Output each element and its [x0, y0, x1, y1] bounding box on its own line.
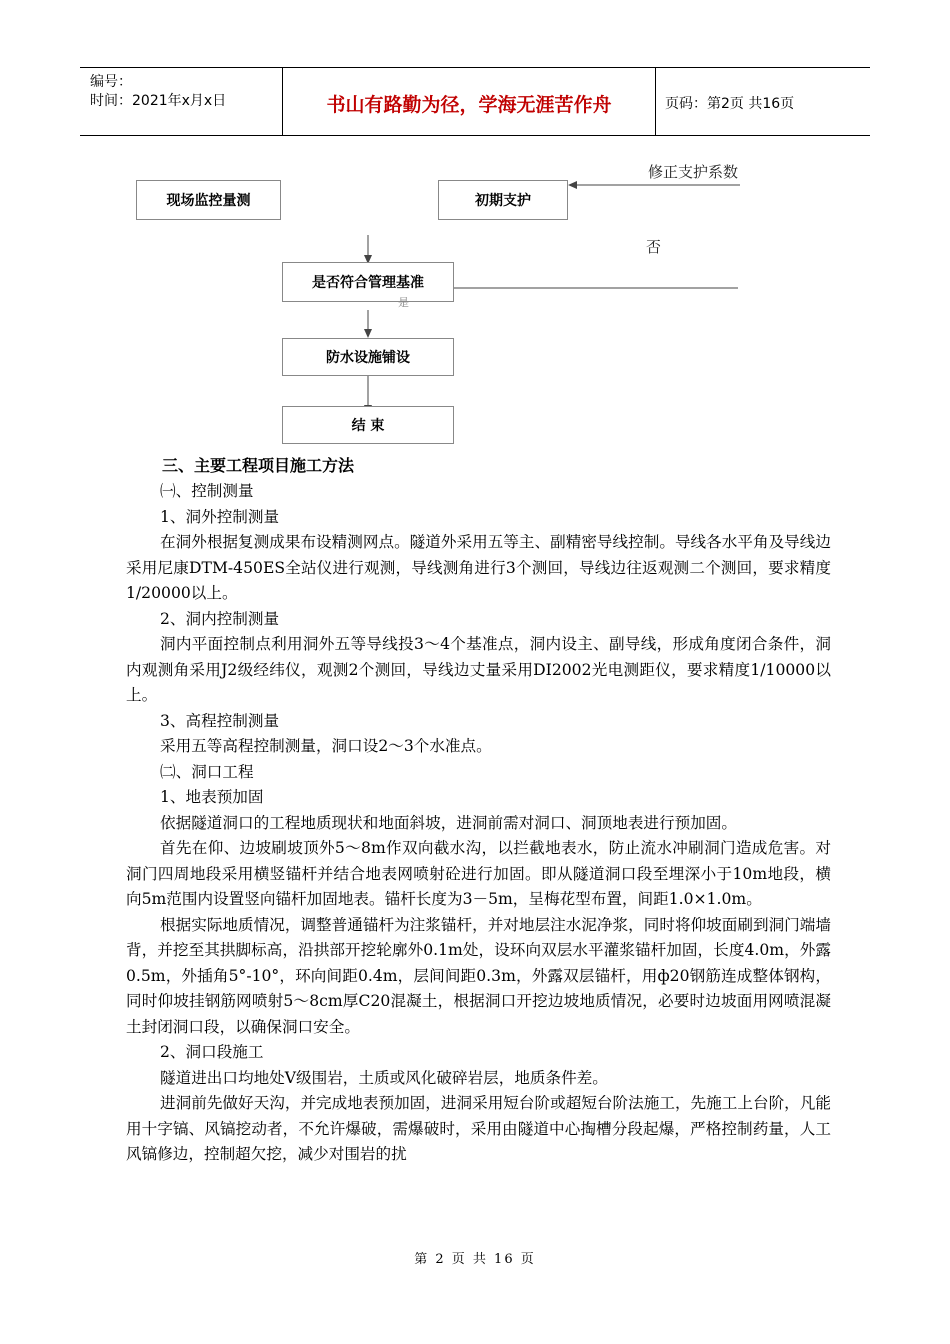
number-label: 编号： — [90, 74, 132, 90]
flow-box-monitor: 现场监控量测 — [136, 180, 281, 220]
paragraph: 3、高程控制测量 — [160, 711, 280, 730]
note-correction: 修正支护系数 — [648, 163, 739, 181]
paragraph: 采用五等高程控制测量，洞口设2～3个水准点。 — [160, 737, 492, 755]
paragraph: 依据隧道洞口的工程地质现状和地面斜坡，进洞前需对洞口、洞顶地表进行预加固。 — [160, 813, 737, 832]
date-label: 时间：2021年x月x日 — [90, 93, 227, 109]
header-top-rule — [80, 67, 870, 68]
flow-box-support: 初期支护 — [438, 180, 568, 220]
note-no: 否 — [646, 238, 662, 256]
header-bottom-rule — [80, 135, 870, 136]
header-divider-right — [655, 67, 656, 136]
paragraph: 洞内平面控制点利用洞外五等导线投3～4个基准点，洞内设主、副导线，形成角度闭合条件，洞内观测角采用J2级经纬仪，观测2个测回，导线边丈量采用DI2002光电测距仪，要求精度1/10000以上。 — [126, 635, 831, 704]
flow-box-waterproof: 防水设施铺设 — [282, 338, 454, 376]
paragraph: 2、洞口段施工 — [160, 1043, 264, 1061]
paragraph: 首先在仰、边坡刷坡顶外5～8m作双向截水沟，以拦截地表水，防止流水冲刷洞门造成危害。对洞门四周地段采用横竖锚杆并结合地表网喷射砼进行加固。即从隧道洞口段至埋深小于10m地段，横向5m范围内设置竖向锚杆加固地表。锚杆长度为3－5m，呈梅花型布置，间距1.0×1.0m。 — [126, 839, 831, 908]
body-text — [126, 452, 831, 1168]
flow-box-decision: 是否符合管理基准 — [282, 262, 454, 302]
section-title: 三、主要工程项目施工方法 — [162, 456, 355, 475]
page-info: 页码：第2页 共16页 — [665, 96, 795, 112]
paragraph: ㈠、控制测量 — [160, 482, 254, 500]
correction-arrow-head — [568, 181, 577, 189]
flow-box-end: 结 束 — [282, 406, 454, 444]
paragraph: 1、洞外控制测量 — [160, 507, 280, 526]
paragraph: 隧道进出口均地处Ⅴ级围岩，土质或风化破碎岩层，地质条件差。 — [160, 1068, 608, 1087]
paragraph: 1、地表预加固 — [160, 788, 264, 806]
paragraph: 根据实际地质情况，调整普通锚杆为注浆锚杆，并对地层注水泥净浆，同时将仰坡面刷到洞门端墙背，并挖至其拱脚标高，沿拱部开挖轮廓外0.1m处，设环向双层水平灌浆锚杆加固，长度4.0m，外露0.5m，外插角5°-10°，环向间距0.4m，层间间距0.3m，外露双层锚杆，用ф20钢筋连成整体钢构，同时仰坡挂钢筋网喷射5～8cm厚C20混凝土，根据洞口开挖边坡地质情况，必要时边坡面用网喷混凝土封闭洞口段，以确保洞口安全。 — [126, 915, 831, 1036]
down-arrow-2 — [364, 329, 372, 338]
note-yes: 是 — [398, 296, 409, 309]
paragraph: 进洞前先做好天沟，并完成地表预加固，进洞采用短台阶或超短台阶法施工，先施工上台阶，凡能用十字镐、风镐挖动者，不允许爆破，需爆破时，采用由隧道中心掏槽分段起爆，严格控制药量，人工风镐修边，控制超欠挖，减少对围岩的扰 — [126, 1094, 831, 1163]
paragraph: ㈡、洞口工程 — [160, 762, 254, 781]
paragraph: 2、洞内控制测量 — [160, 609, 280, 628]
page-footer: 第 2 页 共 16 页 — [414, 1252, 536, 1267]
paragraph: 在洞外根据复测成果布设精测网点。隧道外采用五等主、副精密导线控制。导线各水平角及导线边采用尼康DTM-450ES全站仪进行观测，导线测角进行3个测回，导线边往返观测二个测回，要求精度1/20000以上。 — [126, 533, 831, 602]
motto-title: 书山有路勤为径，学海无涯苦作舟 — [326, 94, 612, 116]
